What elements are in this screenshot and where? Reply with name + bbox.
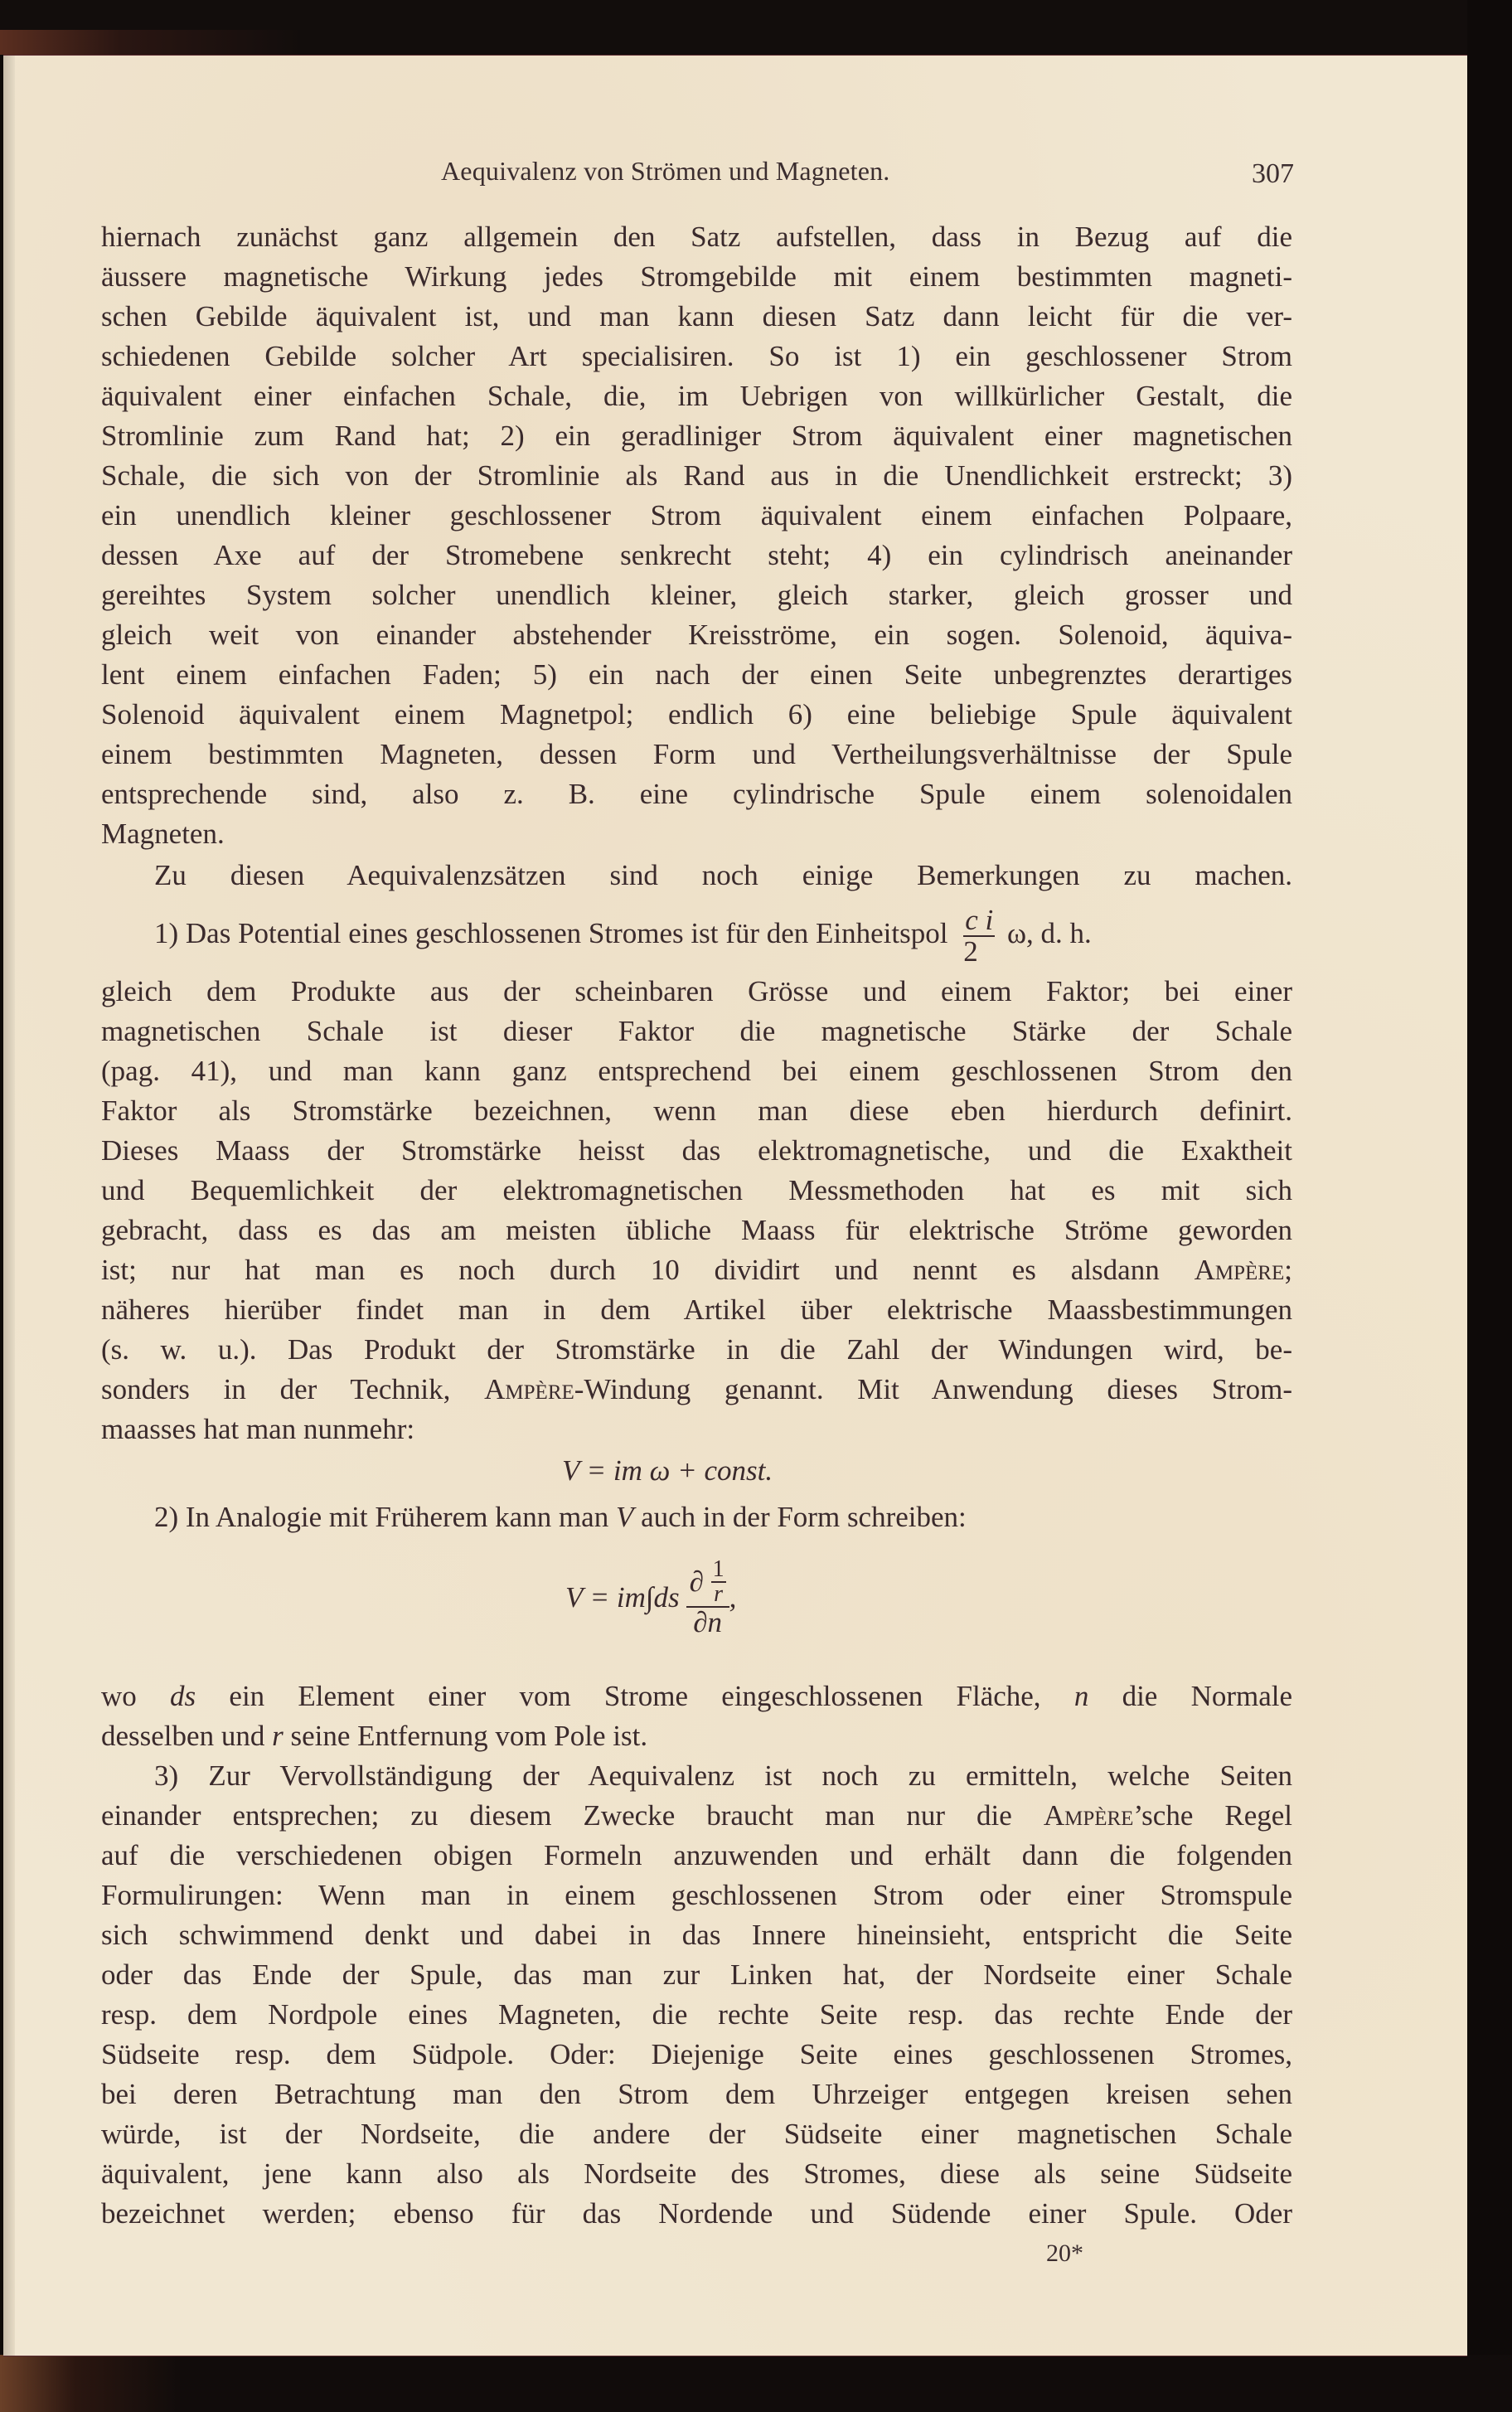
text-line: Dieses Maass der Stromstärke heisst das elektromagnetische, und die Exaktheit (101, 1134, 1292, 1167)
ampere-line (101, 1250, 1292, 1290)
text-line: Solenoid äquivalent einem Magnetpol; endlich 6) eine beliebige Spule äquivalent (101, 698, 1292, 730)
text-line: gereihtes System solcher unendlich kleiner, gleich starker, gleich grosser und (101, 579, 1292, 611)
text-line: bei deren Betrachtung man den Strom dem Uhrzeiger entgegen kreisen sehen (101, 2078, 1292, 2110)
r-variable: r (714, 1581, 724, 1607)
text-line: Stromlinie zum Rand hat; 2) ein geradliniger Strom äquivalent einer magnetischen (101, 420, 1292, 452)
variable-ds: ds (170, 1680, 196, 1712)
text-span: sonders in der Technik, (101, 1373, 451, 1405)
derivative-numerator (686, 1558, 729, 1608)
ampere-name: Ampère (1043, 1799, 1134, 1832)
text-line: (pag. 41), und man kann ganz entsprechend bei einem geschlossenen Strom den (101, 1055, 1292, 1087)
text-line: äquivalent einer einfachen Schale, die, im Uebrigen von willkürlicher Gestalt, die (101, 380, 1292, 412)
variable-r: r (272, 1720, 284, 1752)
remark-1-text: 1) Das Potential eines geschlossenen Stromes ist für den Einheitspol (154, 917, 948, 949)
scan-frame-top-edge (0, 30, 1512, 55)
page-gutter (3, 56, 15, 2356)
text-span: ’sche Regel (1133, 1799, 1292, 1832)
one: 1 (712, 1556, 724, 1582)
variable-v: V (615, 1501, 634, 1533)
one-over-r (711, 1558, 726, 1606)
text-line: ein unendlich kleiner geschlossener Strom äquivalent einem einfachen Polpaare, (101, 499, 1292, 531)
ampere-regel-line (101, 1796, 1292, 1836)
ampere-name: Ampère (484, 1373, 574, 1405)
text-span: wo (101, 1680, 137, 1712)
text-line: oder das Ende der Spule, das man zur Linken hat, der Nordseite einer Schale (101, 1958, 1292, 1991)
text-line: Zu diesen Aequivalenzsätzen sind noch einige Bemerkungen zu machen. (154, 859, 1292, 891)
text-line: schiedenen Gebilde solcher Art specialisiren. So ist 1) ein geschlossener Strom (101, 340, 1292, 372)
scan-frame-right (1467, 0, 1512, 2412)
text-line: Faktor als Stromstärke bezeichnen, wenn man diese eben hierdurch definirt. (101, 1094, 1292, 1127)
wo-line (101, 1677, 1292, 1716)
text-line: dessen Axe auf der Stromebene senkrecht steht; 4) ein cylindrisch aneinander (101, 539, 1292, 571)
text-line: resp. dem Nordpole eines Magneten, die rechte Seite resp. das rechte Ende der (101, 1998, 1292, 2031)
text-line: auf die verschiedenen obigen Formeln anzuwenden und erhält dann die folgenden (101, 1839, 1292, 1871)
text-line: Schale, die sich von der Stromlinie als Rand aus in die Unendlichkeit erstreckt; 3) (101, 459, 1292, 492)
formula-lhs: V = im∫ds (565, 1581, 680, 1614)
text-line: äussere magnetische Wirkung jedes Stromgebilde mit einem bestimmten magneti- (101, 260, 1292, 293)
signature-mark: 20* (1046, 2240, 1083, 2267)
text-line: einem bestimmten Magneten, dessen Form und Vertheilungsverhältnisse der Spule (101, 738, 1292, 770)
text-span: auch in der Form schreiben: (641, 1501, 967, 1533)
text-line: Magneten. (101, 818, 225, 850)
text-line: entsprechende sind, also z. B. eine cylindrische Spule einem solenoidalen (101, 778, 1292, 810)
ampere-windung-line (101, 1370, 1292, 1410)
text-span: 2) In Analogie mit Früherem kann man (154, 1501, 609, 1533)
fraction-numerator: c i (965, 903, 994, 936)
text-line: Südseite resp. dem Südpole. Oder: Diejenige Seite eines geschlossenen Stromes, (101, 2038, 1292, 2070)
scan-frame-bottom (0, 2355, 1512, 2412)
text-line: magnetischen Schale ist dieser Faktor die magnetische Stärke der Schale (101, 1015, 1292, 1047)
page-number: 307 (1252, 158, 1294, 189)
derivative-fraction (686, 1558, 729, 1638)
text-line: würde, ist der Nordseite, die andere der Südseite einer magnetischen Schale (101, 2118, 1292, 2150)
text-line: näheres hierüber findet man in dem Artikel über elektrische Maassbestimmungen (101, 1293, 1292, 1326)
derivative-denominator: ∂n (693, 1606, 722, 1638)
text-line: maasses hat man nunmehr: (101, 1413, 415, 1445)
partial-symbol: ∂ (689, 1565, 704, 1598)
fraction-ci-over-2 (963, 905, 995, 967)
text-line: äquivalent, jene kann also als Nordseite des Stromes, diese als seine Südseite (101, 2157, 1292, 2190)
text-span: ist; nur hat man es noch durch 10 dividirt und nennt es alsdann (101, 1254, 1160, 1286)
text-line: sich schwimmend denkt und dabei in das Innere hineinsieht, entspricht die Seite (101, 1919, 1292, 1951)
text-line: (s. w. u.). Das Produkt der Stromstärke in die Zahl der Windungen wird, be- (101, 1333, 1292, 1366)
text-line: lent einem einfachen Faden; 5) ein nach der einen Seite unbegrenztes derartiges (101, 658, 1292, 691)
text-span: die Normale (1122, 1680, 1293, 1712)
text-span: seine Entfernung vom Pole ist. (290, 1720, 648, 1752)
desselben-line (101, 1716, 1292, 1756)
text-span: ein Element einer vom Strome eingeschlossenen Fläche, (229, 1680, 1041, 1712)
remark-1-tail: ω, d. h. (1007, 917, 1092, 949)
text-span: -Windung genannt. Mit Anwendung dieses Strom- (574, 1373, 1292, 1405)
ampere-name: Ampère (1194, 1254, 1285, 1286)
text-span: desselben und (101, 1720, 265, 1752)
text-line: und Bequemlichkeit der elektromagnetischen Messmethoden hat es mit sich (101, 1174, 1292, 1206)
formula-comma: , (729, 1581, 737, 1614)
text-line: hiernach zunächst ganz allgemein den Satz aufstellen, dass in Bezug auf die (101, 221, 1292, 253)
text-line: 3) Zur Vervollständigung der Aequivalenz ist noch zu ermitteln, welche Seiten (154, 1759, 1292, 1792)
text-span: einander entsprechen; zu diesem Zwecke braucht man nur die (101, 1799, 1012, 1832)
remark-1-first-line (101, 897, 1292, 970)
text-line: gleich dem Produkte aus der scheinbaren Grösse und einem Faktor; bei einer (101, 975, 1292, 1007)
formula-integral (565, 1544, 736, 1652)
text-line: gebracht, dass es das am meisten übliche Maass für elektrische Ströme geworden (101, 1214, 1292, 1246)
text-line: schen Gebilde äquivalent ist, und man kann diesen Satz dann leicht für die ver- (101, 300, 1292, 332)
text-line: Formulirungen: Wenn man in einem geschlossenen Strom oder einer Stromspule (101, 1879, 1292, 1911)
variable-n: n (1073, 1680, 1089, 1712)
text-line: bezeichnet werden; ebenso für das Nordende und Südende einer Spule. Oder (101, 2197, 1292, 2230)
running-title: Aequivalenz von Strömen und Magneten. (441, 156, 890, 186)
text-span: ; (1284, 1254, 1292, 1286)
remark-2-line (101, 1497, 1292, 1537)
formula-potential: V = im ω + const. (562, 1454, 773, 1487)
text-line: gleich weit von einander abstehender Kreisströme, ein sogen. Solenoid, äquiva- (101, 619, 1292, 651)
fraction-denominator: 2 (963, 934, 978, 968)
